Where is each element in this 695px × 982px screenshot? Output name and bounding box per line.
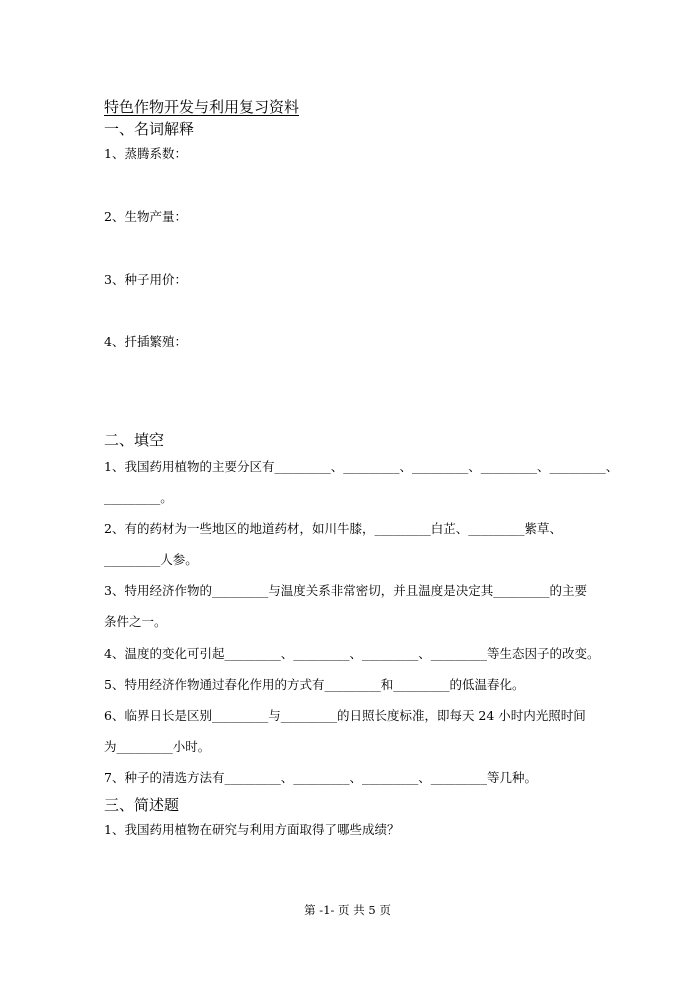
term-item: 4、扦插繁殖： [104,334,187,349]
fill-line: 7、种子的清选方法有_________、_________、_________、_________等几种。 [104,770,537,785]
fill-line: _________人参。 [104,552,198,567]
fill-line: 2、有的药材为一些地区的地道药材，如川牛膝，_________白芷、_________紫草、 [104,521,562,536]
page-footer: 第 -1- 页 共 5 页 [304,903,391,917]
section-heading-fill: 二、填空 [104,431,165,449]
question-item: 1、我国药用植物在研究与利用方面取得了哪些成绩？ [104,822,400,837]
section-heading-short-answer: 三、简述题 [104,796,180,814]
fill-line: 为_________小时。 [104,739,211,754]
fill-line: 6、临界日长是区别_________与_________的日照长度标准，即每天 24 小时内光照时间 [104,708,586,723]
term-item: 2、生物产量： [104,209,187,224]
fill-line: 5、特用经济作物通过春化作用的方式有_________和_________的低温春化。 [104,677,525,692]
term-item: 1、蒸腾系数： [104,146,187,161]
document-title: 特色作物开发与利用复习资料 [104,98,300,116]
fill-line: 1、我国药用植物的主要分区有_________、_________、_________、_________、_________、 [104,459,619,474]
fill-line: 条件之一。 [104,614,167,629]
fill-line: 4、温度的变化可引起_________、_________、_________、_________等生态因子的改变。 [104,646,600,661]
term-item: 3、种子用价： [104,272,187,287]
section-heading-terms: 一、名词解释 [104,120,195,138]
fill-line: 3、特用经济作物的_________与温度关系非常密切，并且温度是决定其_________的主要 [104,583,587,598]
fill-line: _________。 [104,490,173,505]
